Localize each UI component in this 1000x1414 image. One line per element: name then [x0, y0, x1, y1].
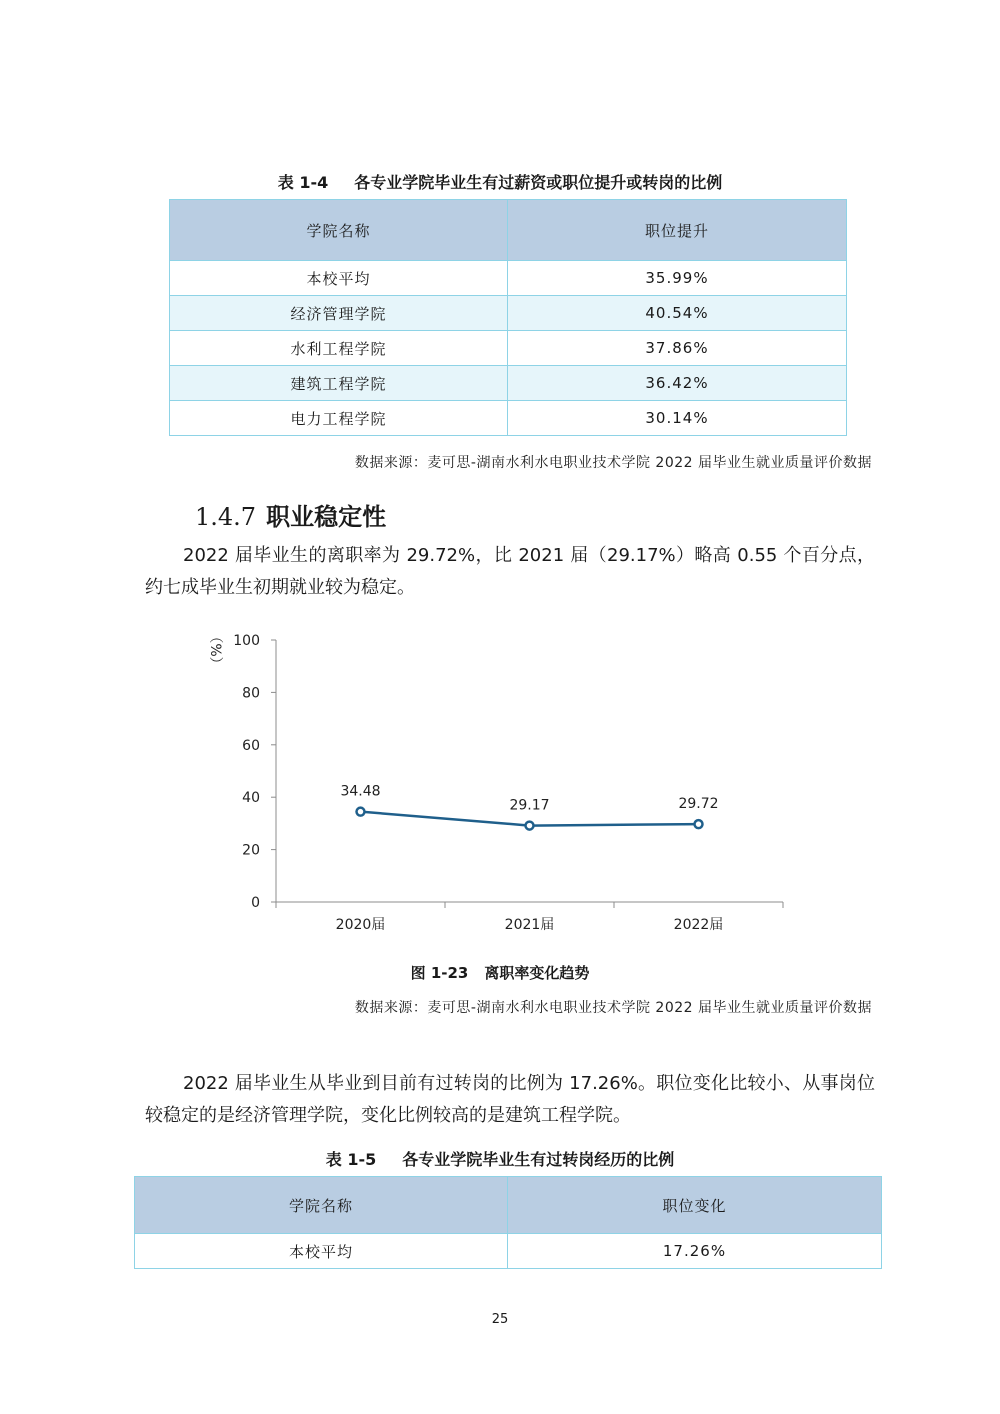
data-point	[695, 820, 703, 828]
table-1-5	[134, 1176, 882, 1269]
section-title: 职业稳定性	[266, 503, 387, 531]
value-cell: 35.99%	[508, 261, 847, 296]
turnover-line-chart	[0, 620, 1000, 950]
table-caption-number: 表 1-4	[277, 173, 329, 192]
x-tick-label: 2022届	[673, 917, 724, 933]
table-caption-text: 各专业学院毕业生有过薪资或职位提升或转岗的比例	[354, 173, 723, 192]
value-cell: 40.54%	[508, 296, 847, 331]
table-row	[170, 401, 847, 436]
x-tick-label: 2020届	[335, 917, 386, 933]
page-number: 25	[491, 1312, 509, 1327]
table-header-row	[135, 1177, 882, 1234]
y-tick-label: 60	[242, 737, 260, 754]
y-tick-labels	[233, 633, 260, 911]
paragraph-text: 2022 届毕业生的离职率为 29.72%，比 2021 届（29.17%）略高 0.55 个百分点，约七成毕业生初期就业较为稳定。	[145, 545, 875, 598]
data-label: 29.72	[678, 796, 719, 813]
paragraph-job-change	[145, 1068, 875, 1132]
data-labels	[340, 784, 718, 814]
figure-source: 数据来源：麦可思-湖南水利水电职业技术学院 2022 届毕业生就业质量评价数据	[354, 1000, 872, 1016]
y-tick-label: 0	[251, 895, 260, 911]
table-1-4-caption	[0, 170, 1000, 193]
header-cell-promotion: 职位提升	[508, 200, 847, 261]
table-caption-text: 各专业学院毕业生有过转岗经历的比例	[402, 1150, 675, 1169]
figure-caption-text: 离职率变化趋势	[484, 964, 590, 982]
college-cell: 本校平均	[135, 1234, 508, 1269]
table-row	[135, 1234, 882, 1269]
college-cell: 水利工程学院	[170, 331, 508, 366]
paragraph-text: 2022 届毕业生从毕业到目前有过转岗的比例为 17.26%。职位变化比较小、从事岗位较稳定的是经济管理学院，变化比例较高的是建筑工程学院。	[145, 1073, 875, 1126]
figure-caption-number: 图 1-23	[410, 964, 469, 982]
chart-axes	[271, 640, 783, 908]
paragraph-turnover	[145, 540, 875, 604]
college-cell: 经济管理学院	[170, 296, 508, 331]
college-cell: 本校平均	[170, 261, 508, 296]
table-1-5-caption	[0, 1147, 1000, 1170]
table-1-4	[169, 199, 847, 436]
data-label: 29.17	[509, 797, 550, 814]
data-point	[357, 808, 365, 816]
header-cell-college: 学院名称	[135, 1177, 508, 1234]
x-tick-label: 2021届	[504, 917, 555, 933]
y-tick-label: 40	[242, 790, 260, 807]
data-point	[526, 822, 534, 830]
section-number: 1.4.7	[195, 503, 257, 531]
value-cell: 37.86%	[508, 331, 847, 366]
table-row	[170, 366, 847, 401]
table-row	[170, 296, 847, 331]
header-cell-job-change: 职位变化	[508, 1177, 882, 1234]
header-cell-college: 学院名称	[170, 200, 508, 261]
table-caption-number: 表 1-5	[325, 1150, 377, 1169]
value-cell: 30.14%	[508, 401, 847, 436]
y-tick-label: 100	[233, 633, 260, 649]
value-cell: 36.42%	[508, 366, 847, 401]
x-tick-labels	[336, 917, 724, 933]
table-header-row	[170, 200, 847, 261]
section-heading	[195, 497, 386, 532]
y-axis-label: （%）	[207, 629, 223, 671]
figure-1-23-caption	[0, 962, 1000, 983]
college-cell: 建筑工程学院	[170, 366, 508, 401]
table-row	[170, 331, 847, 366]
y-tick-label: 20	[242, 842, 260, 859]
value-cell: 17.26%	[508, 1234, 882, 1269]
college-cell: 电力工程学院	[170, 401, 508, 436]
table-row	[170, 261, 847, 296]
y-tick-label: 80	[242, 685, 260, 702]
data-label: 34.48	[340, 783, 381, 800]
table-1-4-source: 数据来源：麦可思-湖南水利水电职业技术学院 2022 届毕业生就业质量评价数据	[354, 455, 872, 471]
